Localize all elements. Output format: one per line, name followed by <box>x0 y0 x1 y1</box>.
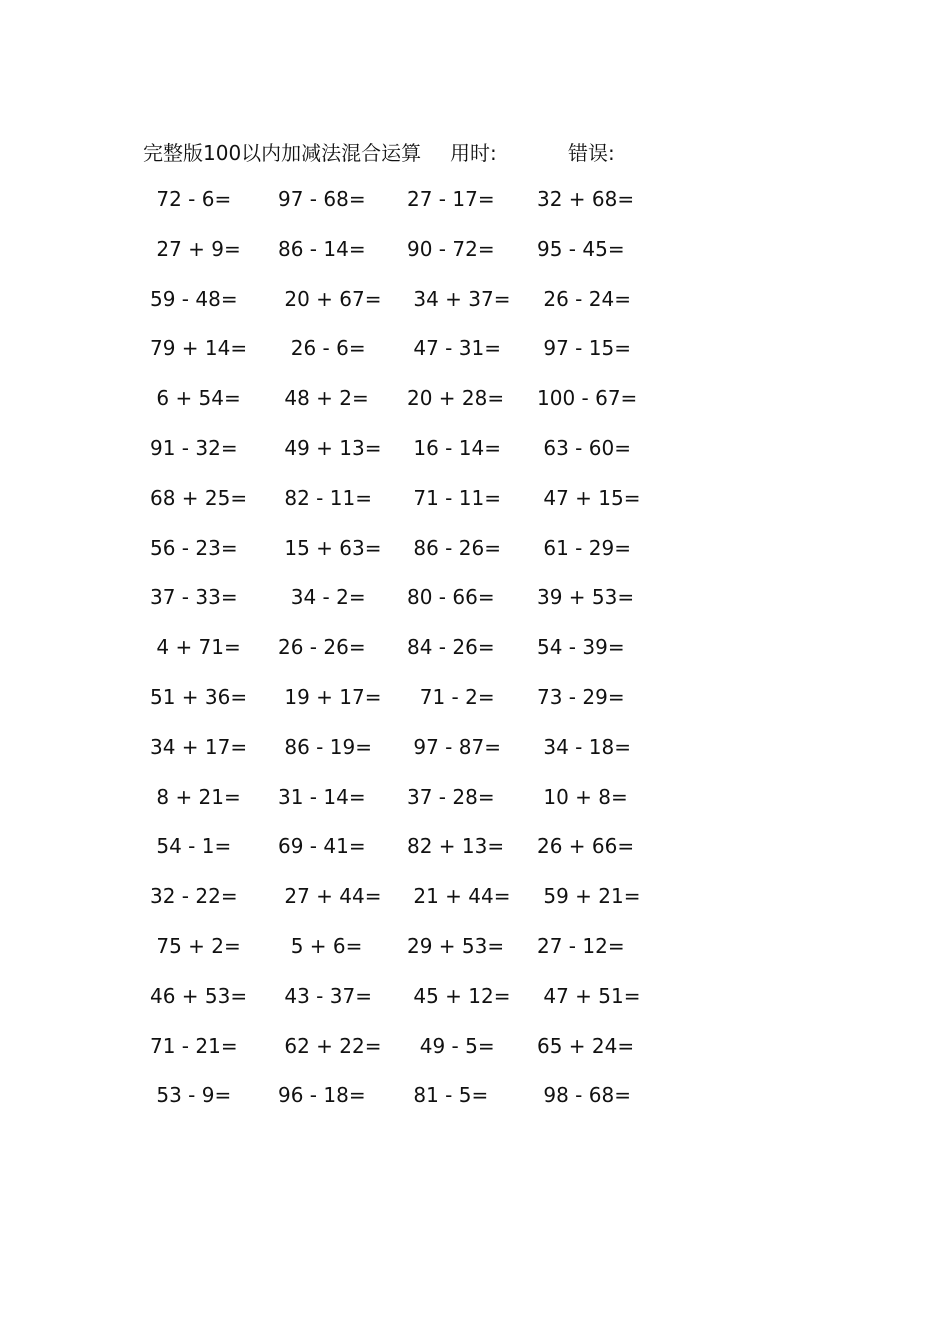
math-problem: 65 + 24= <box>537 1033 635 1058</box>
math-problem: 37 - 33= <box>150 585 238 610</box>
math-problem: 91 - 32= <box>150 435 238 460</box>
math-problem: 4 + 71= <box>150 635 241 660</box>
math-problem: 32 + 68= <box>537 187 635 211</box>
math-problem: 37 - 28= <box>407 784 495 809</box>
math-problem: 15 + 63= <box>278 535 382 560</box>
math-problem: 10 + 8= <box>537 784 628 809</box>
math-problem: 39 + 53= <box>537 585 635 610</box>
math-problem: 26 - 26= <box>278 635 366 660</box>
math-problem: 54 - 39= <box>537 635 625 660</box>
math-problem: 20 + 67= <box>278 286 382 311</box>
math-problem: 26 + 66= <box>537 834 635 859</box>
math-problem: 56 - 23= <box>150 535 238 560</box>
math-problem: 72 - 6= <box>150 187 232 211</box>
math-problem: 53 - 9= <box>150 1083 232 1108</box>
math-problem: 20 + 28= <box>407 386 505 411</box>
math-problem: 59 + 21= <box>537 884 641 909</box>
math-problem: 97 - 87= <box>407 734 501 759</box>
math-problem: 73 - 29= <box>537 684 625 709</box>
math-problem: 27 - 17= <box>407 187 495 211</box>
math-problem: 82 + 13= <box>407 834 505 859</box>
math-problem: 81 - 5= <box>407 1083 489 1108</box>
math-problem: 90 - 72= <box>407 236 495 261</box>
math-problem: 86 - 19= <box>278 734 372 759</box>
math-problem: 49 - 5= <box>407 1033 495 1058</box>
math-problem: 43 - 37= <box>278 983 372 1008</box>
math-problem: 75 + 2= <box>150 933 241 958</box>
math-problem: 54 - 1= <box>150 834 232 859</box>
math-problem: 59 - 48= <box>150 286 238 311</box>
math-problem: 31 - 14= <box>278 784 366 809</box>
math-problem: 49 + 13= <box>278 435 382 460</box>
math-problem: 71 - 11= <box>407 485 501 510</box>
math-problem: 32 - 22= <box>150 884 238 909</box>
math-problem: 6 + 54= <box>150 386 241 411</box>
math-problem: 26 - 6= <box>278 336 366 361</box>
math-problem: 62 + 22= <box>278 1033 382 1058</box>
math-problem: 71 - 2= <box>407 684 495 709</box>
math-problem: 98 - 68= <box>537 1083 631 1108</box>
math-problem: 5 + 6= <box>278 933 363 958</box>
math-problem: 27 - 12= <box>537 933 625 958</box>
math-problem: 69 - 41= <box>278 834 366 859</box>
math-problem: 26 - 24= <box>537 286 631 311</box>
math-problem: 86 - 14= <box>278 236 366 261</box>
math-problem: 79 + 14= <box>150 336 248 361</box>
math-problem: 16 - 14= <box>407 435 501 460</box>
page-title: 完整版100以内加减法混合运算 <box>143 141 422 165</box>
math-problem: 47 + 51= <box>537 983 641 1008</box>
math-problem: 100 - 67= <box>537 386 638 411</box>
math-problem: 86 - 26= <box>407 535 501 560</box>
time-label: 用时: <box>450 141 497 165</box>
math-problem: 34 + 17= <box>150 734 248 759</box>
math-problem: 71 - 21= <box>150 1033 238 1058</box>
math-problem: 19 + 17= <box>278 684 382 709</box>
math-problem: 47 + 15= <box>537 485 641 510</box>
math-problem: 34 - 2= <box>278 585 366 610</box>
math-problem: 80 - 66= <box>407 585 495 610</box>
math-problem: 82 - 11= <box>278 485 372 510</box>
math-problem: 29 + 53= <box>407 933 505 958</box>
math-problem: 97 - 15= <box>537 336 631 361</box>
math-problem: 47 - 31= <box>407 336 501 361</box>
math-problem: 95 - 45= <box>537 236 625 261</box>
math-problem: 34 + 37= <box>407 286 511 311</box>
errors-label: 错误: <box>568 141 615 165</box>
math-problem: 84 - 26= <box>407 635 495 660</box>
math-problem: 51 + 36= <box>150 684 248 709</box>
math-problem: 8 + 21= <box>150 784 241 809</box>
math-problem: 61 - 29= <box>537 535 631 560</box>
math-problem: 48 + 2= <box>278 386 369 411</box>
math-problem: 68 + 25= <box>150 485 248 510</box>
math-problem: 63 - 60= <box>537 435 631 460</box>
math-problem: 34 - 18= <box>537 734 631 759</box>
math-problem: 27 + 44= <box>278 884 382 909</box>
math-problem: 45 + 12= <box>407 983 511 1008</box>
math-problem: 46 + 53= <box>150 983 248 1008</box>
math-problem: 21 + 44= <box>407 884 511 909</box>
math-problem: 96 - 18= <box>278 1083 366 1108</box>
math-problem: 27 + 9= <box>150 236 241 261</box>
math-problem: 97 - 68= <box>278 187 366 211</box>
